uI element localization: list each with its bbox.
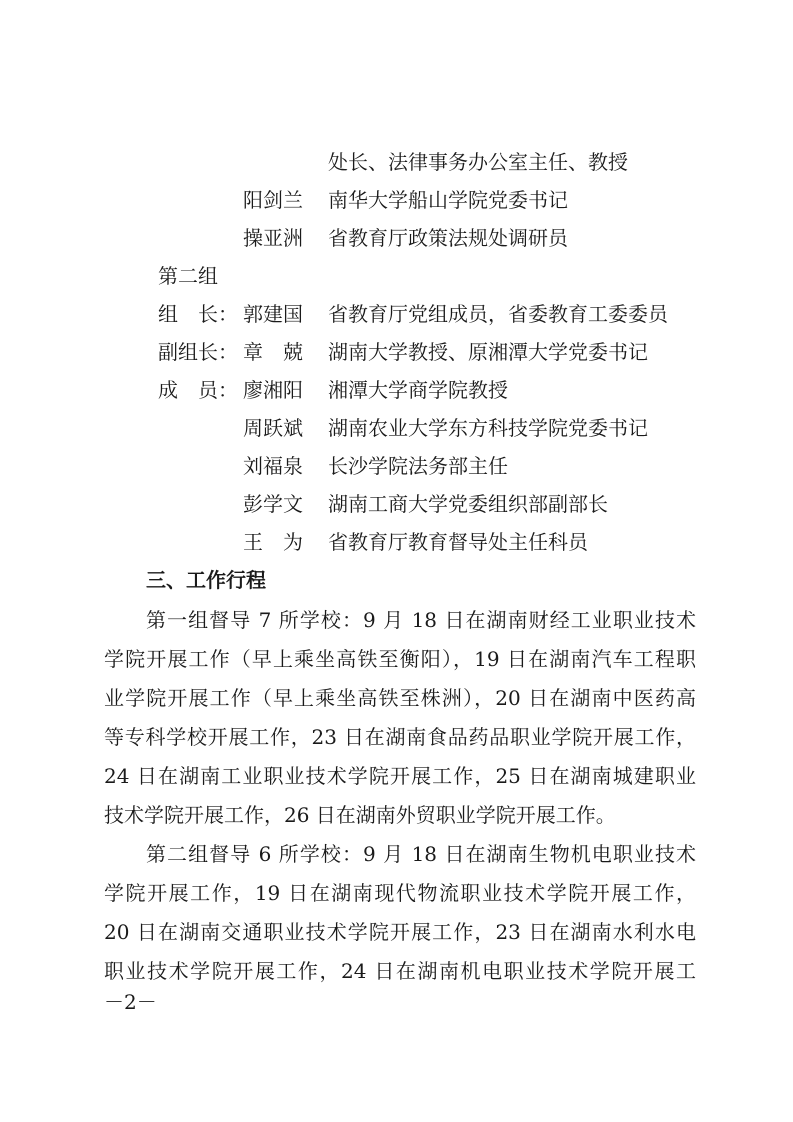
member-dept: 湖南大学教授、原湘潭大学党委书记 <box>328 340 648 364</box>
paragraph-line: 等专科学校开展工作，23 日在湖南食品药品职业学院开展工作， <box>104 725 696 749</box>
group1-continuation: 处长、法律事务办公室主任、教授 <box>328 150 628 174</box>
paragraph-line: 20 日在湖南交通职业技术学院开展工作，23 日在湖南水利水电 <box>104 920 696 944</box>
paragraph-line: 学院开展工作（早上乘坐高铁至衡阳），19 日在湖南汽车工程职 <box>104 647 696 671</box>
member-dept: 湘潭大学商学院教授 <box>328 378 508 402</box>
member-dept: 省教育厅党组成员，省委教育工委委员 <box>328 302 668 326</box>
member-dept: 湖南农业大学东方科技学院党委书记 <box>328 416 648 440</box>
paragraph-line: 第二组督导 6 所学校：9 月 18 日在湖南生物机电职业技术 <box>146 842 696 866</box>
paragraph-line: 学院开展工作，19 日在湖南现代物流职业技术学院开展工作， <box>104 881 696 905</box>
member-name: 廖湘阳 <box>243 378 303 402</box>
member-dept: 长沙学院法务部主任 <box>328 454 508 478</box>
page-number: －2－ <box>104 990 157 1014</box>
member-name: 阳剑兰 <box>243 188 303 212</box>
paragraph-line: 业学院开展工作（早上乘坐高铁至株洲），20 日在湖南中医药高 <box>104 686 696 710</box>
member-name: 王 为 <box>243 530 303 554</box>
member-name: 彭学文 <box>243 492 303 516</box>
member-name: 章 兢 <box>243 340 303 364</box>
paragraph-line: 职业技术学院开展工作，24 日在湖南机电职业技术学院开展工 <box>104 959 696 983</box>
member-name: 刘福泉 <box>243 454 303 478</box>
member-name: 郭建国 <box>243 302 303 326</box>
member-dept: 省教育厅政策法规处调研员 <box>328 226 568 250</box>
member-dept: 南华大学船山学院党委书记 <box>328 188 568 212</box>
member-name: 操亚洲 <box>243 226 303 250</box>
member-dept: 湖南工商大学党委组织部副部长 <box>328 492 608 516</box>
member-name: 周跃斌 <box>243 416 303 440</box>
member-role: 组 长： <box>158 302 238 326</box>
member-role: 副组长： <box>158 340 238 364</box>
paragraph-line: 技术学院开展工作，26 日在湖南外贸职业学院开展工作。 <box>104 803 616 827</box>
paragraph-line: 第一组督导 7 所学校：9 月 18 日在湖南财经工业职业技术 <box>146 608 696 632</box>
member-role: 成 员： <box>158 378 238 402</box>
paragraph-line: 24 日在湖南工业职业技术学院开展工作，25 日在湖南城建职业 <box>104 764 696 788</box>
group2-title: 第二组 <box>158 264 218 288</box>
member-dept: 省教育厅教育督导处主任科员 <box>328 530 588 554</box>
section-heading: 三、工作行程 <box>146 568 266 592</box>
